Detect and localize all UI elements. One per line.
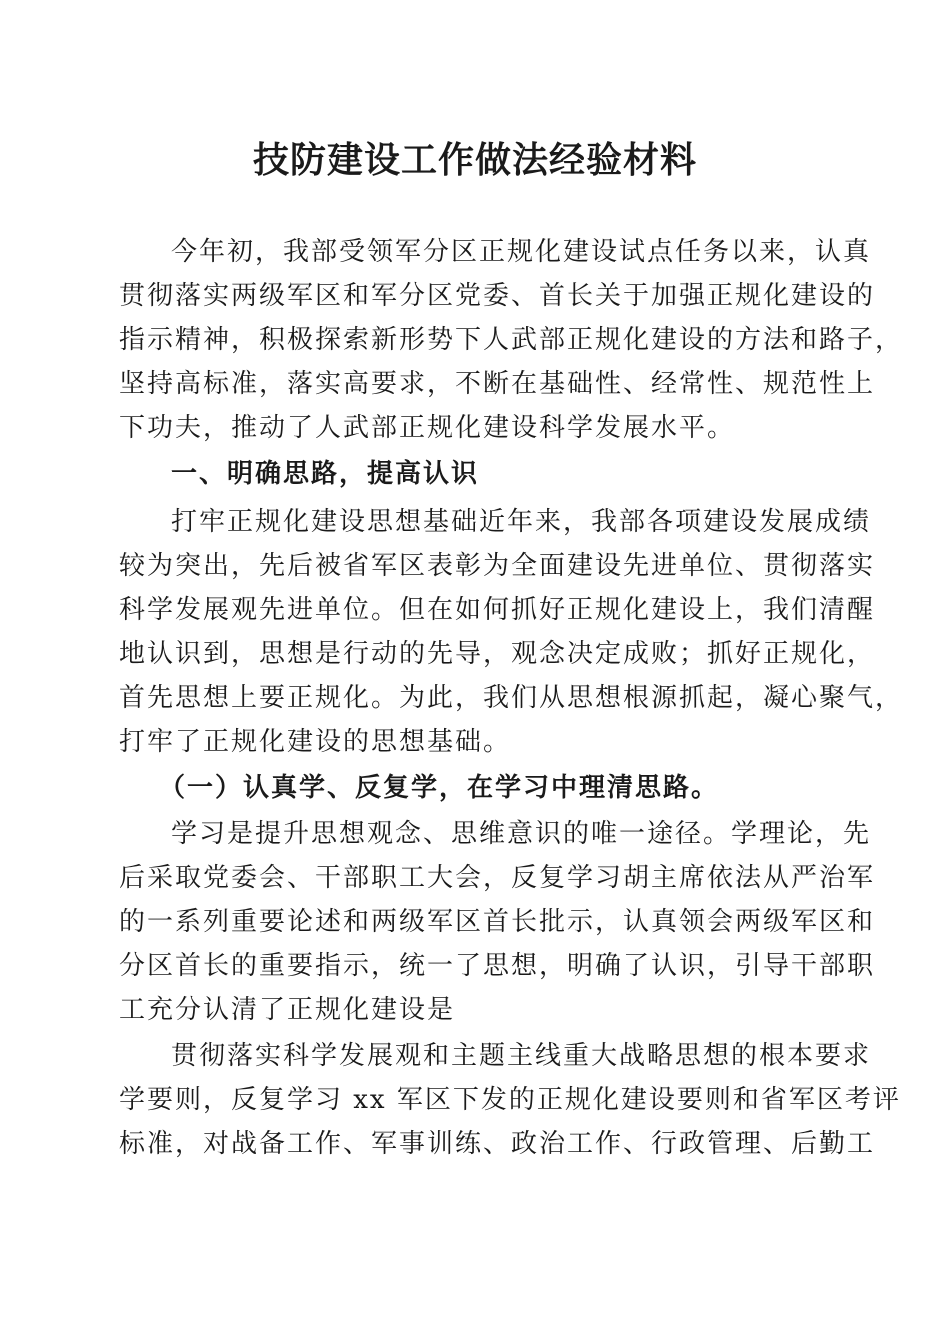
paragraph-line: 今年初，我部受领军分区正规化建设试点任务以来，认真 bbox=[171, 237, 872, 267]
document-title: 技防建设工作做法经验材料 bbox=[252, 139, 697, 181]
subsection-heading: （一）认真学、反复学，在学习中理清思路。 bbox=[159, 773, 720, 803]
paragraph-line: 打牢了正规化建设的思想基础。 bbox=[119, 727, 512, 757]
paragraph-line: 标准，对战备工作、军事训练、政治工作、行政管理、后勤工 bbox=[119, 1129, 876, 1159]
paragraph-line: 首先思想上要正规化。为此，我们从思想根源抓起，凝心聚气， bbox=[119, 683, 904, 713]
paragraph-line: 科学发展观先进单位。但在如何抓好正规化建设上，我们清醒 bbox=[119, 595, 876, 625]
paragraph-line: 的一系列重要论述和两级军区首长批示，认真领会两级军区和 bbox=[119, 907, 876, 937]
section-heading: 一、明确思路，提高认识 bbox=[171, 459, 480, 489]
paragraph-line: 学习是提升思想观念、思维意识的唯一途径。学理论，先 bbox=[171, 819, 872, 849]
paragraph-line: 下功夫，推动了人武部正规化建设科学发展水平。 bbox=[119, 413, 736, 443]
paragraph-line: 地认识到，思想是行动的先导，观念决定成败；抓好正规化， bbox=[119, 639, 876, 669]
paragraph-line: 较为突出，先后被省军区表彰为全面建设先进单位、贯彻落实 bbox=[119, 551, 876, 581]
paragraph-line: 工充分认清了正规化建设是 bbox=[119, 995, 456, 1025]
paragraph-line: 分区首长的重要指示，统一了思想，明确了认识，引导干部职 bbox=[119, 951, 876, 981]
paragraph-line: 指示精神，积极探索新形势下人武部正规化建设的方法和路子， bbox=[119, 325, 904, 355]
paragraph-line: 学要则，反复学习 xx 军区下发的正规化建设要则和省军区考评 bbox=[119, 1085, 901, 1115]
paragraph-line: 坚持高标准，落实高要求，不断在基础性、经常性、规范性上 bbox=[119, 369, 876, 399]
paragraph-line: 后采取党委会、干部职工大会，反复学习胡主席依法从严治军 bbox=[119, 863, 876, 893]
paragraph-line: 打牢正规化建设思想基础近年来，我部各项建设发展成绩 bbox=[171, 507, 872, 537]
paragraph-line: 贯彻落实科学发展观和主题主线重大战略思想的根本要求 bbox=[171, 1041, 872, 1071]
paragraph-line: 贯彻落实两级军区和军分区党委、首长关于加强正规化建设的 bbox=[119, 281, 876, 311]
